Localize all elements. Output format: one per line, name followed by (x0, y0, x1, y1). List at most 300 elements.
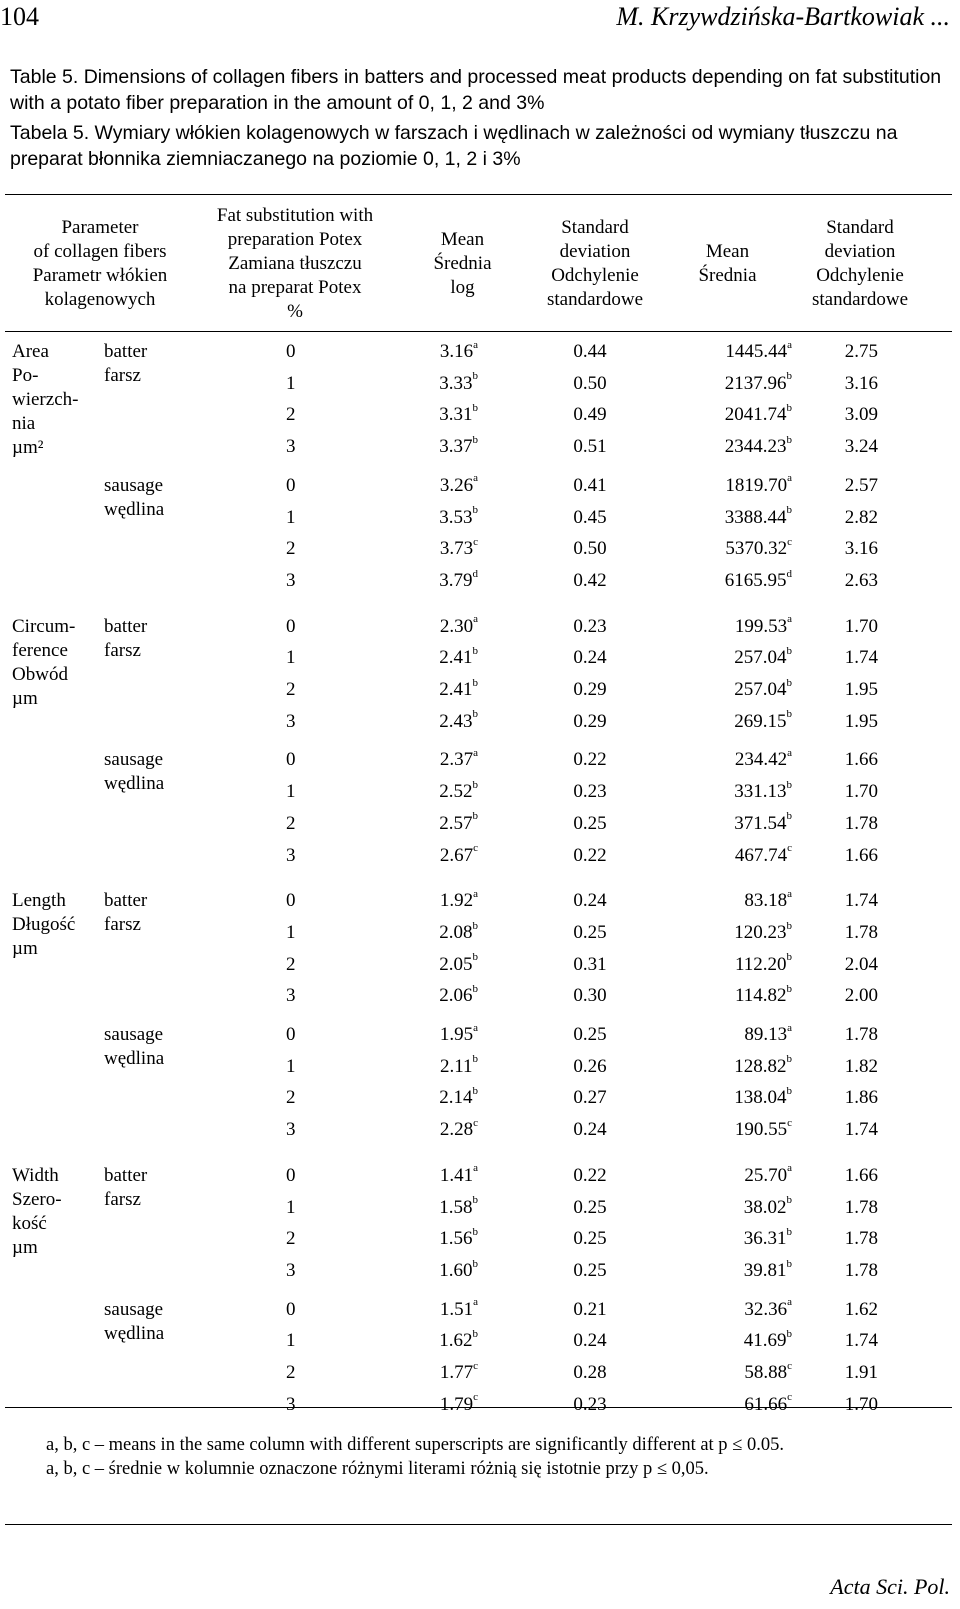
mean-value: 1819.70 (725, 474, 788, 496)
parameter-label-line: wierzch- (12, 389, 79, 410)
fat-level-cell: 1 (286, 647, 296, 669)
significance-letter: c (473, 842, 478, 855)
significance-letter: b (472, 1327, 478, 1340)
sd-log-cell: 0.45 (573, 506, 607, 528)
product-label-line: sausage (104, 1024, 164, 1045)
table-row (0, 780, 960, 806)
parameter-label-line: Circum- (12, 615, 76, 637)
mean-log-cell (400, 403, 478, 427)
sd-cell: 2.75 (844, 341, 878, 362)
sd-cell: 1.70 (844, 615, 878, 637)
col-header-mean (675, 240, 780, 288)
mean-value: 257.04 (734, 679, 787, 700)
table-row (0, 615, 960, 641)
significance-letter: b (786, 644, 792, 657)
table-row (0, 1164, 960, 1190)
significance-letter: b (786, 433, 792, 446)
significance-letter: c (473, 1359, 478, 1372)
mean-cell (650, 780, 792, 804)
table-row (0, 889, 960, 915)
parameter-label-line: Width (12, 1164, 59, 1186)
table-caption-polish: Tabela 5. Wymiary włókien kolagenowych w farszach i wędlinach w zależności od wymiany tłuszczu na preparat błonnika ziemniaczanego na poziomie 0, 1, 2 i 3% (10, 122, 898, 170)
sd-log-cell: 0.21 (573, 1298, 607, 1320)
mean-cell (650, 984, 792, 1008)
table-row (0, 748, 960, 774)
mean-log-cell (400, 1361, 478, 1385)
sd-log-cell: 0.50 (573, 538, 607, 560)
sd-log-cell: 0.50 (573, 372, 607, 394)
mean-cell (650, 435, 792, 459)
fat-level-cell: 0 (286, 341, 296, 362)
mean-log-cell (400, 889, 478, 913)
mean-log-cell (400, 1023, 478, 1047)
product-label-line: sausage (104, 749, 164, 771)
sd-log-cell: 0.42 (573, 569, 607, 591)
mean-value: 25.70 (744, 1164, 788, 1186)
fat-level-cell: 2 (286, 679, 296, 700)
mean-cell (650, 474, 792, 498)
mean-cell (650, 710, 792, 734)
sd-log-cell: 0.22 (573, 749, 607, 771)
mean-log-value: 3.16 (439, 341, 474, 362)
fat-level-cell: 3 (286, 1259, 296, 1281)
mean-log-value: 1.77 (439, 1362, 474, 1383)
col-header-line: % (287, 301, 303, 322)
sd-log-cell: 0.29 (573, 710, 607, 732)
page-bottom-rule (5, 1524, 952, 1525)
sd-log-cell: 0.25 (573, 1259, 607, 1281)
col-header-line: Parametr włókien (32, 265, 168, 286)
significance-letter: b (472, 1053, 478, 1066)
mean-value: 83.18 (744, 890, 788, 912)
product-label-line: sausage (104, 1298, 164, 1320)
sd-log-cell: 0.41 (573, 474, 607, 496)
mean-value: 36.31 (743, 1228, 787, 1250)
mean-value: 190.55 (734, 1119, 788, 1141)
sd-cell: 1.78 (844, 1024, 878, 1045)
mean-value: 2041.74 (724, 404, 787, 426)
mean-value: 41.69 (743, 1330, 787, 1352)
col-header-line: na preparat Potex (228, 277, 362, 298)
table-row (0, 710, 960, 736)
table-row (0, 1055, 960, 1081)
mean-cell (650, 844, 792, 868)
mean-log-cell (400, 474, 478, 498)
significance-letter: b (786, 1225, 792, 1238)
sd-log-cell: 0.26 (573, 1055, 607, 1077)
significance-letter: c (787, 1116, 792, 1129)
significance-letter: c (787, 1391, 792, 1404)
mean-log-value: 2.28 (439, 1119, 474, 1141)
table-row (0, 1329, 960, 1355)
significance-letter: c (473, 535, 478, 548)
significance-letter: b (472, 708, 478, 721)
fat-level-cell: 0 (286, 890, 296, 912)
fat-level-cell: 1 (286, 372, 296, 394)
significance-letter: d (472, 567, 478, 580)
sd-log-cell: 0.25 (573, 1196, 607, 1218)
fat-level-cell: 1 (286, 1330, 296, 1352)
sd-cell: 1.74 (844, 890, 878, 912)
mean-log-cell (400, 1329, 478, 1353)
parameter-label-line: µm (12, 1236, 38, 1258)
mean-cell (650, 1164, 792, 1188)
sd-log-cell: 0.24 (573, 890, 607, 912)
col-header-line: Mean (705, 241, 750, 262)
sd-cell: 1.95 (844, 710, 878, 732)
product-label-line: farsz (104, 1188, 141, 1210)
mean-value: 114.82 (734, 985, 787, 1007)
col-header-line: Średnia (433, 253, 492, 274)
significance-letter: b (472, 370, 478, 383)
significance-letter: b (472, 402, 478, 415)
sd-cell: 1.78 (844, 1196, 878, 1218)
table-row (0, 953, 960, 979)
mean-log-cell (400, 1196, 478, 1220)
parameter-label-line: Szero- (12, 1188, 62, 1210)
mean-log-value: 3.31 (439, 404, 473, 426)
mean-value: 257.04 (734, 647, 787, 669)
mean-value: 2137.96 (724, 372, 787, 394)
col-header-line: log (450, 277, 475, 298)
table-row (0, 844, 960, 870)
mean-log-cell (400, 646, 478, 670)
mean-value: 120.23 (734, 921, 787, 943)
mean-log-value: 2.37 (439, 749, 474, 771)
mean-log-cell (400, 1164, 478, 1188)
significance-letter: a (787, 1162, 792, 1175)
sd-log-cell: 0.24 (573, 647, 607, 669)
col-header-line: standardowe (811, 289, 909, 310)
significance-letter: b (786, 1085, 792, 1098)
significance-letter: b (472, 982, 478, 995)
mean-log-cell (400, 953, 478, 977)
page-number: 104 (0, 2, 39, 31)
sd-cell: 1.78 (844, 1259, 878, 1281)
parameter-label-line: ference (12, 639, 68, 661)
mean-log-cell (400, 748, 478, 772)
mean-log-cell (400, 1259, 478, 1283)
mean-log-value: 2.06 (439, 985, 473, 1007)
mean-log-cell (400, 1227, 478, 1251)
footnote-english: a, b, c – means in the same column with different superscripts are significantly different at p ≤ 0.05. (46, 1435, 784, 1455)
significance-letter: b (472, 1225, 478, 1238)
footnote-polish: a, b, c – średnie w kolumnie oznaczone różnymi literami różnią się istotnie przy p ≤ 0,05. (46, 1459, 709, 1479)
fat-level-cell: 2 (286, 1362, 296, 1383)
sd-log-cell: 0.23 (573, 1393, 607, 1415)
product-label-line: sausage (104, 474, 164, 496)
fat-level-cell: 3 (286, 985, 296, 1007)
table-row (0, 921, 960, 947)
mean-value: 1445.44 (725, 341, 788, 362)
mean-value: 58.88 (744, 1362, 788, 1383)
fat-level-cell: 1 (286, 1055, 296, 1077)
significance-letter: a (473, 338, 478, 351)
fat-level-cell: 3 (286, 1119, 296, 1141)
sd-cell: 1.95 (844, 679, 878, 700)
sd-cell: 1.74 (844, 647, 878, 669)
significance-letter: c (787, 535, 792, 548)
fat-level-cell: 0 (286, 1024, 296, 1045)
mean-cell (650, 569, 792, 593)
mean-cell (650, 1259, 792, 1283)
product-label-line: farsz (104, 914, 141, 936)
sd-cell: 1.70 (844, 781, 878, 803)
mean-log-cell (400, 1055, 478, 1079)
product-label-line: farsz (104, 639, 141, 661)
significance-letter: b (472, 644, 478, 657)
mean-log-value: 3.79 (439, 569, 473, 591)
product-label-line: wędlina (104, 498, 165, 520)
mean-cell (650, 1023, 792, 1047)
mean-value: 89.13 (744, 1024, 788, 1045)
fat-level-cell: 1 (286, 921, 296, 943)
table-row (0, 984, 960, 1010)
significance-letter: b (786, 810, 792, 823)
table-row (0, 435, 960, 461)
sd-cell: 1.78 (844, 812, 878, 834)
fat-level-cell: 2 (286, 1087, 296, 1109)
significance-letter: b (786, 370, 792, 383)
table-row (0, 1227, 960, 1253)
significance-letter: b (786, 708, 792, 721)
product-label-line: farsz (104, 365, 141, 386)
mean-value: 371.54 (734, 812, 787, 834)
mean-value: 5370.32 (725, 538, 788, 560)
mean-cell (650, 1196, 792, 1220)
mean-log-cell (400, 340, 478, 364)
sd-log-cell: 0.44 (573, 341, 607, 362)
mean-log-value: 1.79 (439, 1393, 474, 1415)
mean-log-value: 1.92 (439, 890, 474, 912)
sd-log-cell: 0.28 (573, 1362, 607, 1383)
sd-cell: 1.78 (844, 921, 878, 943)
fat-level-cell: 0 (286, 1298, 296, 1320)
sd-cell: 1.70 (844, 1393, 878, 1415)
mean-value: 32.36 (744, 1298, 788, 1320)
sd-log-cell: 0.31 (573, 953, 607, 975)
fat-level-cell: 3 (286, 710, 296, 732)
sd-log-cell: 0.51 (573, 436, 607, 458)
sd-log-cell: 0.27 (573, 1087, 607, 1109)
significance-letter: b (786, 1257, 792, 1270)
mean-cell (650, 1329, 792, 1353)
col-header-sd (790, 216, 930, 312)
significance-letter: c (787, 1359, 792, 1372)
product-label-line: batter (104, 890, 148, 912)
significance-letter: a (473, 1296, 478, 1309)
sd-cell: 1.66 (844, 1164, 878, 1186)
table-row (0, 812, 960, 838)
product-label-line: batter (104, 615, 148, 637)
fat-level-cell: 0 (286, 749, 296, 771)
sd-cell: 3.09 (844, 404, 878, 426)
significance-letter: b (786, 402, 792, 415)
mean-cell (650, 678, 792, 702)
mean-log-cell (400, 780, 478, 804)
product-label-line: wędlina (104, 1048, 165, 1069)
parameter-label-line: Po- (12, 365, 39, 386)
mean-log-value: 2.41 (439, 679, 473, 700)
parameter-label-line: Length (12, 890, 66, 912)
table-row (0, 340, 960, 366)
mean-log-value: 1.62 (439, 1330, 473, 1352)
mean-cell (650, 506, 792, 530)
product-label-line: batter (104, 341, 148, 362)
mean-cell (650, 1086, 792, 1110)
mean-log-cell (400, 812, 478, 836)
mean-log-value: 3.33 (439, 372, 473, 394)
mean-cell (650, 372, 792, 396)
mean-cell (650, 1361, 792, 1385)
col-header-line: of collagen fibers (33, 241, 167, 262)
mean-log-value: 3.26 (439, 474, 474, 496)
table-row (0, 646, 960, 672)
col-header-line: Odchylenie (551, 265, 639, 286)
sd-cell: 1.62 (844, 1298, 878, 1320)
mean-cell (650, 1118, 792, 1142)
sd-cell: 1.86 (844, 1087, 878, 1109)
table-row (0, 1086, 960, 1112)
mean-cell (650, 646, 792, 670)
mean-log-value: 3.53 (439, 506, 473, 528)
mean-log-value: 1.95 (439, 1024, 474, 1045)
sd-cell: 3.24 (844, 436, 878, 458)
sd-log-cell: 0.23 (573, 781, 607, 803)
mean-log-value: 2.14 (439, 1087, 473, 1109)
mean-cell (650, 537, 792, 561)
significance-letter: c (473, 1391, 478, 1404)
mean-cell (650, 812, 792, 836)
significance-letter: a (787, 887, 792, 900)
sd-log-cell: 0.22 (573, 1164, 607, 1186)
col-header-line: deviation (559, 241, 631, 262)
mean-cell (650, 615, 792, 639)
table-row (0, 506, 960, 532)
mean-value: 269.15 (734, 710, 787, 732)
sd-log-cell: 0.24 (573, 1119, 607, 1141)
sd-log-cell: 0.24 (573, 1330, 607, 1352)
table-row (0, 372, 960, 398)
significance-letter: b (786, 951, 792, 964)
table-header-rule (5, 331, 952, 332)
mean-value: 61.66 (744, 1393, 788, 1415)
mean-log-value: 1.51 (439, 1298, 474, 1320)
mean-value: 38.02 (743, 1196, 787, 1218)
mean-log-cell (400, 435, 478, 459)
mean-log-value: 2.52 (439, 781, 473, 803)
fat-level-cell: 2 (286, 538, 296, 560)
mean-cell (650, 1055, 792, 1079)
mean-value: 331.13 (734, 781, 787, 803)
fat-level-cell: 0 (286, 615, 296, 637)
table-row (0, 1298, 960, 1324)
mean-cell (650, 403, 792, 427)
sd-cell: 2.63 (844, 569, 878, 591)
significance-letter: b (472, 1257, 478, 1270)
significance-letter: b (786, 504, 792, 517)
col-header-sd-log (525, 216, 665, 312)
col-header-line: preparation Potex (227, 229, 363, 250)
mean-log-value: 3.73 (439, 538, 474, 560)
significance-letter: a (473, 887, 478, 900)
col-header-line: Odchylenie (816, 265, 904, 286)
mean-log-value: 2.67 (439, 844, 474, 866)
significance-letter: d (786, 567, 792, 580)
parameter-label-line: Obwód (12, 663, 68, 685)
sd-cell: 1.91 (844, 1362, 878, 1383)
table-row (0, 403, 960, 429)
sd-log-cell: 0.25 (573, 1228, 607, 1250)
fat-level-cell: 3 (286, 436, 296, 458)
significance-letter: b (472, 433, 478, 446)
mean-cell (650, 953, 792, 977)
fat-level-cell: 3 (286, 844, 296, 866)
fat-level-cell: 2 (286, 953, 296, 975)
sd-cell: 3.16 (844, 538, 878, 560)
mean-log-cell (400, 1298, 478, 1322)
significance-letter: a (473, 1162, 478, 1175)
significance-letter: b (472, 951, 478, 964)
significance-letter: b (472, 810, 478, 823)
product-label-line: batter (104, 1164, 148, 1186)
mean-log-cell (400, 1118, 478, 1142)
sd-cell: 1.66 (844, 844, 878, 866)
significance-letter: a (787, 747, 792, 760)
fat-level-cell: 3 (286, 1393, 296, 1415)
col-header-line: Fat substitution with (216, 205, 374, 226)
sd-cell: 1.66 (844, 749, 878, 771)
product-label-line: wędlina (104, 773, 165, 795)
sd-log-cell: 0.29 (573, 679, 607, 700)
col-header-line: Średnia (698, 265, 757, 286)
col-header-mean-log (410, 228, 515, 300)
parameter-label-line: µm (12, 687, 38, 709)
mean-cell (650, 1393, 792, 1417)
parameter-label-line: nia (12, 413, 36, 434)
mean-log-value: 2.57 (439, 812, 473, 834)
sd-log-cell: 0.25 (573, 921, 607, 943)
sd-log-cell: 0.25 (573, 812, 607, 834)
col-header-line: kolagenowych (44, 289, 156, 310)
sd-log-cell: 0.23 (573, 615, 607, 637)
sd-log-cell: 0.49 (573, 404, 607, 426)
journal-footer: Acta Sci. Pol. (830, 1574, 950, 1599)
mean-value: 199.53 (734, 615, 788, 637)
significance-letter: b (786, 1327, 792, 1340)
col-header-line: deviation (824, 241, 896, 262)
table-row (0, 678, 960, 704)
sd-cell: 1.74 (844, 1119, 878, 1141)
mean-log-cell (400, 615, 478, 639)
significance-letter: a (473, 747, 478, 760)
table-row (0, 569, 960, 595)
mean-value: 128.82 (734, 1055, 787, 1077)
mean-value: 138.04 (734, 1087, 787, 1109)
mean-cell (650, 1298, 792, 1322)
col-header-line: Zamiana tłuszczu (228, 253, 362, 274)
sd-cell: 1.78 (844, 1228, 878, 1250)
mean-log-cell (400, 569, 478, 593)
sd-log-cell: 0.22 (573, 844, 607, 866)
significance-letter: a (787, 1296, 792, 1309)
mean-log-cell (400, 678, 478, 702)
fat-level-cell: 0 (286, 474, 296, 496)
table-row (0, 1023, 960, 1049)
col-header-line: Standard (561, 217, 629, 238)
significance-letter: b (472, 504, 478, 517)
mean-log-value: 1.56 (439, 1228, 473, 1250)
